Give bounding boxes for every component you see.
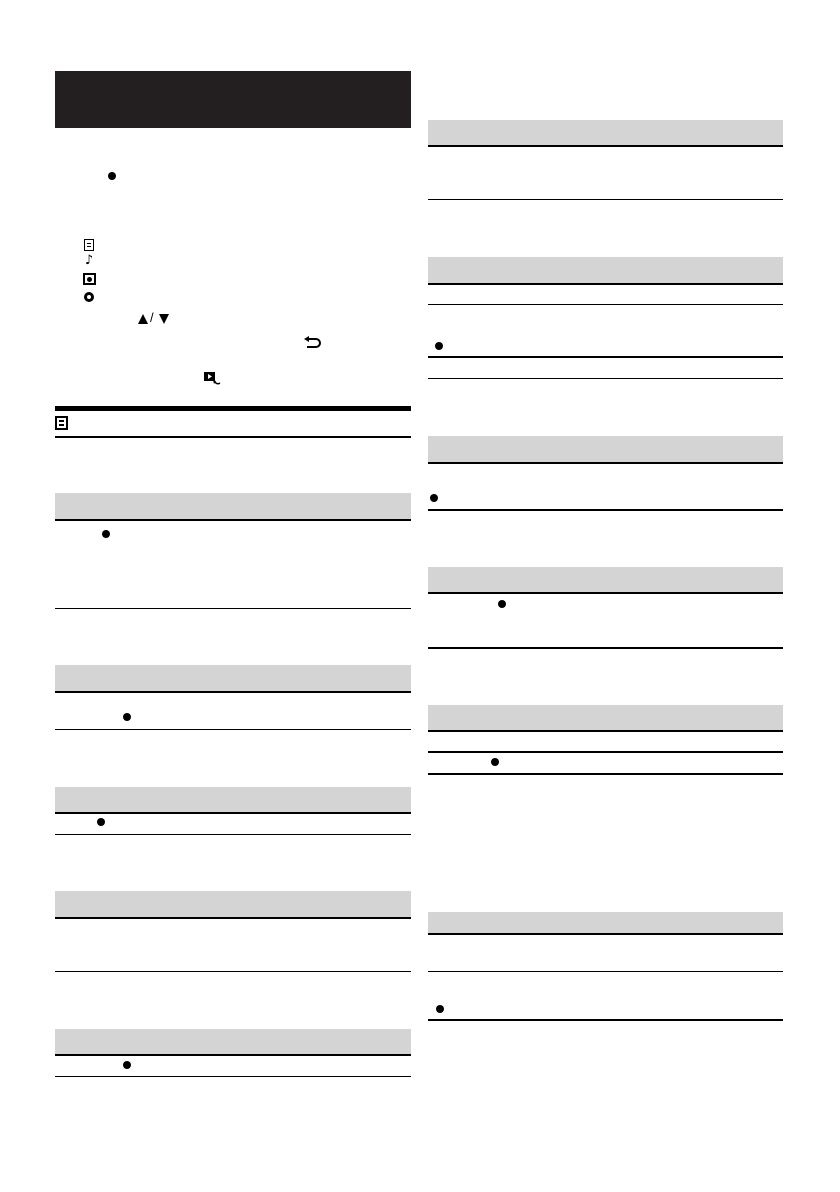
bullet-icon xyxy=(97,818,105,826)
back-arrow-icon xyxy=(303,336,321,350)
table-header-row xyxy=(428,705,783,731)
table-header-row xyxy=(428,567,783,593)
row-rule xyxy=(55,1076,411,1077)
list-icon xyxy=(84,239,94,251)
music-note-icon: ♪ xyxy=(84,253,94,268)
row-rule xyxy=(55,917,411,919)
row-rule xyxy=(428,751,783,753)
row-rule xyxy=(428,356,783,358)
playback-return-icon xyxy=(204,372,222,386)
photo-icon xyxy=(83,273,96,285)
section-rule xyxy=(55,436,411,438)
table-header-row xyxy=(55,1029,411,1055)
bullet-icon xyxy=(123,713,131,721)
row-rule xyxy=(428,592,783,594)
row-rule xyxy=(428,462,783,464)
row-rule xyxy=(428,971,783,972)
row-rule xyxy=(428,199,783,200)
table-header-row xyxy=(55,891,411,918)
table-header-row xyxy=(428,120,783,146)
table-header-row xyxy=(428,912,783,934)
row-rule xyxy=(55,691,411,693)
row-rule xyxy=(55,608,411,609)
up-triangle-icon xyxy=(138,314,148,324)
row-rule xyxy=(428,509,783,511)
section-heavy-rule xyxy=(55,406,411,411)
row-rule xyxy=(428,145,783,147)
triangle-separator: / xyxy=(150,310,154,325)
row-rule xyxy=(428,773,783,775)
table-header-row xyxy=(55,493,411,520)
bullet-icon xyxy=(102,530,110,538)
row-rule xyxy=(428,730,783,732)
row-rule xyxy=(55,834,411,835)
row-rule xyxy=(428,378,783,379)
bullet-icon xyxy=(491,758,499,766)
settings-icon xyxy=(84,292,94,302)
bullet-icon xyxy=(108,172,116,180)
row-rule xyxy=(55,519,411,521)
page-title-block xyxy=(55,71,411,128)
table-header-row xyxy=(55,665,411,692)
table-header-row xyxy=(428,436,783,463)
row-rule xyxy=(428,1019,783,1021)
table-header-row xyxy=(428,257,783,284)
row-rule xyxy=(428,933,783,935)
down-triangle-icon xyxy=(159,314,169,324)
bullet-icon xyxy=(436,1005,444,1013)
row-rule xyxy=(55,1054,411,1056)
row-rule xyxy=(428,304,783,305)
row-rule xyxy=(55,971,411,972)
bullet-icon xyxy=(435,342,443,350)
table-header-row xyxy=(55,787,411,813)
row-rule xyxy=(428,647,783,649)
bullet-icon xyxy=(123,1061,131,1069)
bullet-icon xyxy=(498,600,506,608)
list-icon xyxy=(55,416,68,430)
row-rule xyxy=(55,729,411,730)
row-rule xyxy=(55,812,411,814)
row-rule xyxy=(428,283,783,285)
bullet-icon xyxy=(430,494,438,502)
